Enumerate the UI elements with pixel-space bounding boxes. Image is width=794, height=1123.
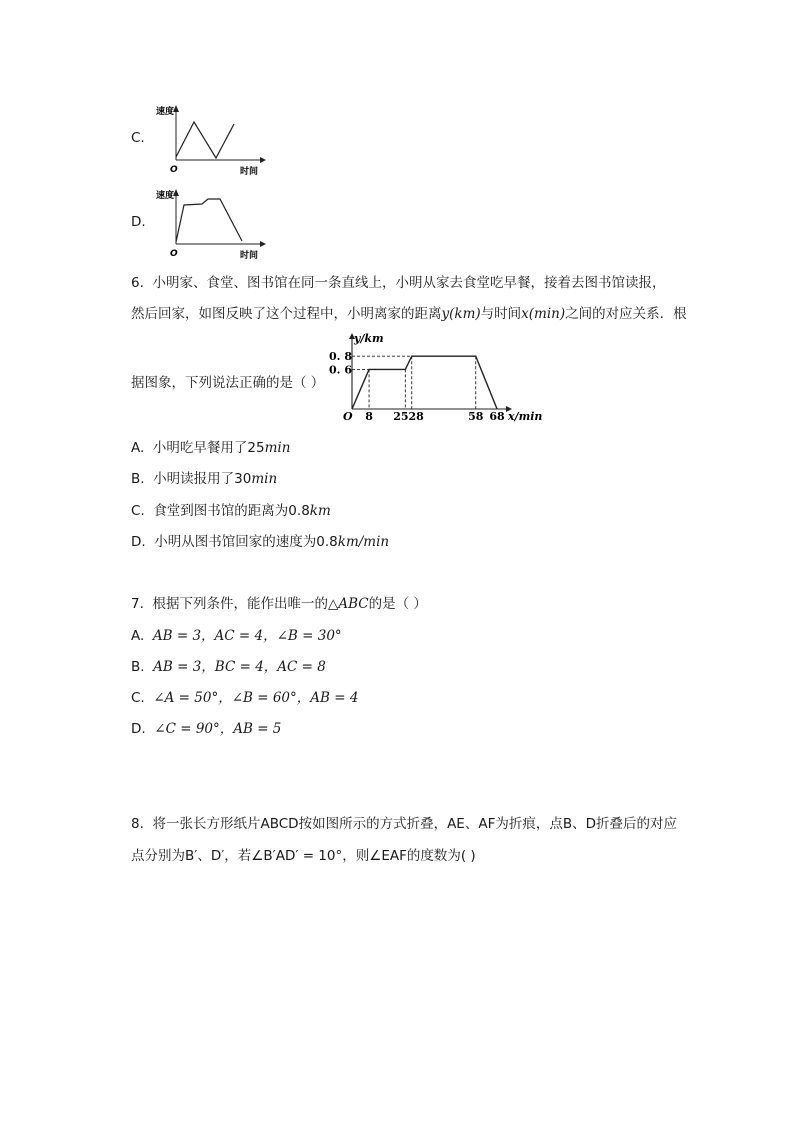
x-axis-label: 时间	[240, 251, 259, 261]
q6-number: 6.	[131, 275, 144, 291]
q6-option-b	[131, 467, 277, 487]
q6-stem-line2	[131, 302, 687, 322]
q8-stem-line1	[131, 812, 677, 832]
speed-curve	[176, 122, 234, 158]
x-tick-label: 2528	[393, 410, 424, 423]
y-tick-label: 0. 8	[329, 350, 352, 364]
q7-option-a-letter: A.	[131, 628, 145, 644]
q6-line1-text: 小明家、食堂、图书馆在同一条直线上，小明从家去食堂吃早餐，接着去图书馆读报，	[152, 275, 666, 291]
q6-option-d-letter: D.	[131, 534, 146, 550]
q6-option-c-text: 食堂到图书馆的距离为0.8	[153, 503, 310, 519]
q6-option-d-text: 小明从图书馆回家的速度为0.8	[154, 534, 338, 550]
y-axis-label: 速度	[156, 191, 175, 201]
chart-origin-label: O	[343, 410, 353, 423]
q7-option-b	[131, 655, 326, 675]
origin-label: O	[170, 249, 178, 259]
q7-option-d-letter: D.	[131, 721, 146, 737]
q6-option-a	[131, 436, 290, 456]
q7-option-a	[131, 624, 342, 644]
chart-guide-lines	[352, 356, 476, 409]
q6-option-d	[131, 530, 389, 550]
q7-option-a-text: AB = 3，AC = 4，∠B = 30°	[152, 628, 342, 644]
q7-stem-part-b: 的是（ ）	[368, 596, 427, 612]
q7-stem-math: △ABC	[327, 596, 369, 612]
q7-number: 7.	[131, 596, 144, 612]
q7-option-d-text: ∠C = 90°，AB = 5	[154, 721, 282, 737]
q8-stem-line2: 点分别为B′、D′，若∠B′AD′ = 10°，则∠EAF的度数为( )	[131, 848, 476, 864]
origin-label: O	[170, 165, 178, 175]
q6-option-a-text: 小明吃早餐用了25	[152, 440, 265, 456]
speed-curve	[176, 199, 242, 242]
q6-option-c-letter: C.	[131, 503, 145, 519]
option-d-letter: D.	[131, 214, 146, 230]
x-tick-label: 68	[489, 410, 505, 423]
option-d-speed-time-graph	[150, 184, 270, 264]
x-tick-label: 8	[365, 410, 373, 423]
q6-option-c	[131, 499, 331, 519]
q6-stem-line1	[131, 271, 665, 291]
q7-option-b-text: AB = 3，BC = 4，AC = 8	[153, 659, 326, 675]
q6-option-a-unit: min	[264, 440, 291, 456]
x-axis-label: 时间	[240, 167, 259, 177]
q6-option-b-letter: B.	[131, 471, 145, 487]
q6-line2-math-x: x(min)	[521, 306, 566, 322]
q6-distance-time-chart	[322, 328, 546, 426]
q8-line1-text: 将一张长方形纸片ABCD按如图所示的方式折叠，AE、AF为折痕，点B、D折叠后的对应	[152, 816, 677, 832]
y-axis-label: 速度	[156, 107, 175, 117]
q7-option-d	[131, 717, 281, 737]
q7-option-c-text: ∠A = 50°，∠B = 60°，AB = 4	[153, 690, 359, 706]
chart-x-label: x/min	[508, 410, 543, 423]
q6-stem-line3: 据图象，下列说法正确的是（ ）	[131, 375, 325, 391]
q7-option-c	[131, 686, 358, 706]
q7-stem	[131, 592, 427, 612]
q6-line2-part-a: 然后回家，如图反映了这个过程中，小明离家的距离	[131, 306, 442, 322]
q6-line2-part-b: 与时间	[480, 306, 522, 322]
q7-stem-part-a: 根据下列条件，能作出唯一的	[152, 596, 328, 612]
q6-option-b-unit: min	[251, 471, 278, 487]
y-tick-label: 0. 6	[329, 363, 352, 377]
q6-line2-math-y: y(km)	[441, 306, 481, 322]
q6-line2-part-c: 之间的对应关系．根	[565, 306, 687, 322]
chart-tick-labels	[329, 350, 505, 423]
x-axis-arrow	[260, 157, 266, 163]
q8-number: 8.	[131, 816, 144, 832]
q7-option-b-letter: B.	[131, 659, 145, 675]
x-axis-arrow	[260, 241, 266, 247]
chart-y-label: y/km	[354, 332, 384, 345]
q6-option-c-unit: km	[309, 503, 331, 519]
q7-option-c-letter: C.	[131, 690, 145, 706]
q6-option-a-letter: A.	[131, 440, 145, 456]
q6-option-b-text: 小明读报用了30	[153, 471, 252, 487]
q6-option-d-unit: km/min	[337, 534, 390, 550]
option-c-letter: C.	[131, 130, 145, 146]
x-tick-label: 58	[468, 410, 484, 423]
option-c-speed-time-graph	[150, 100, 270, 180]
